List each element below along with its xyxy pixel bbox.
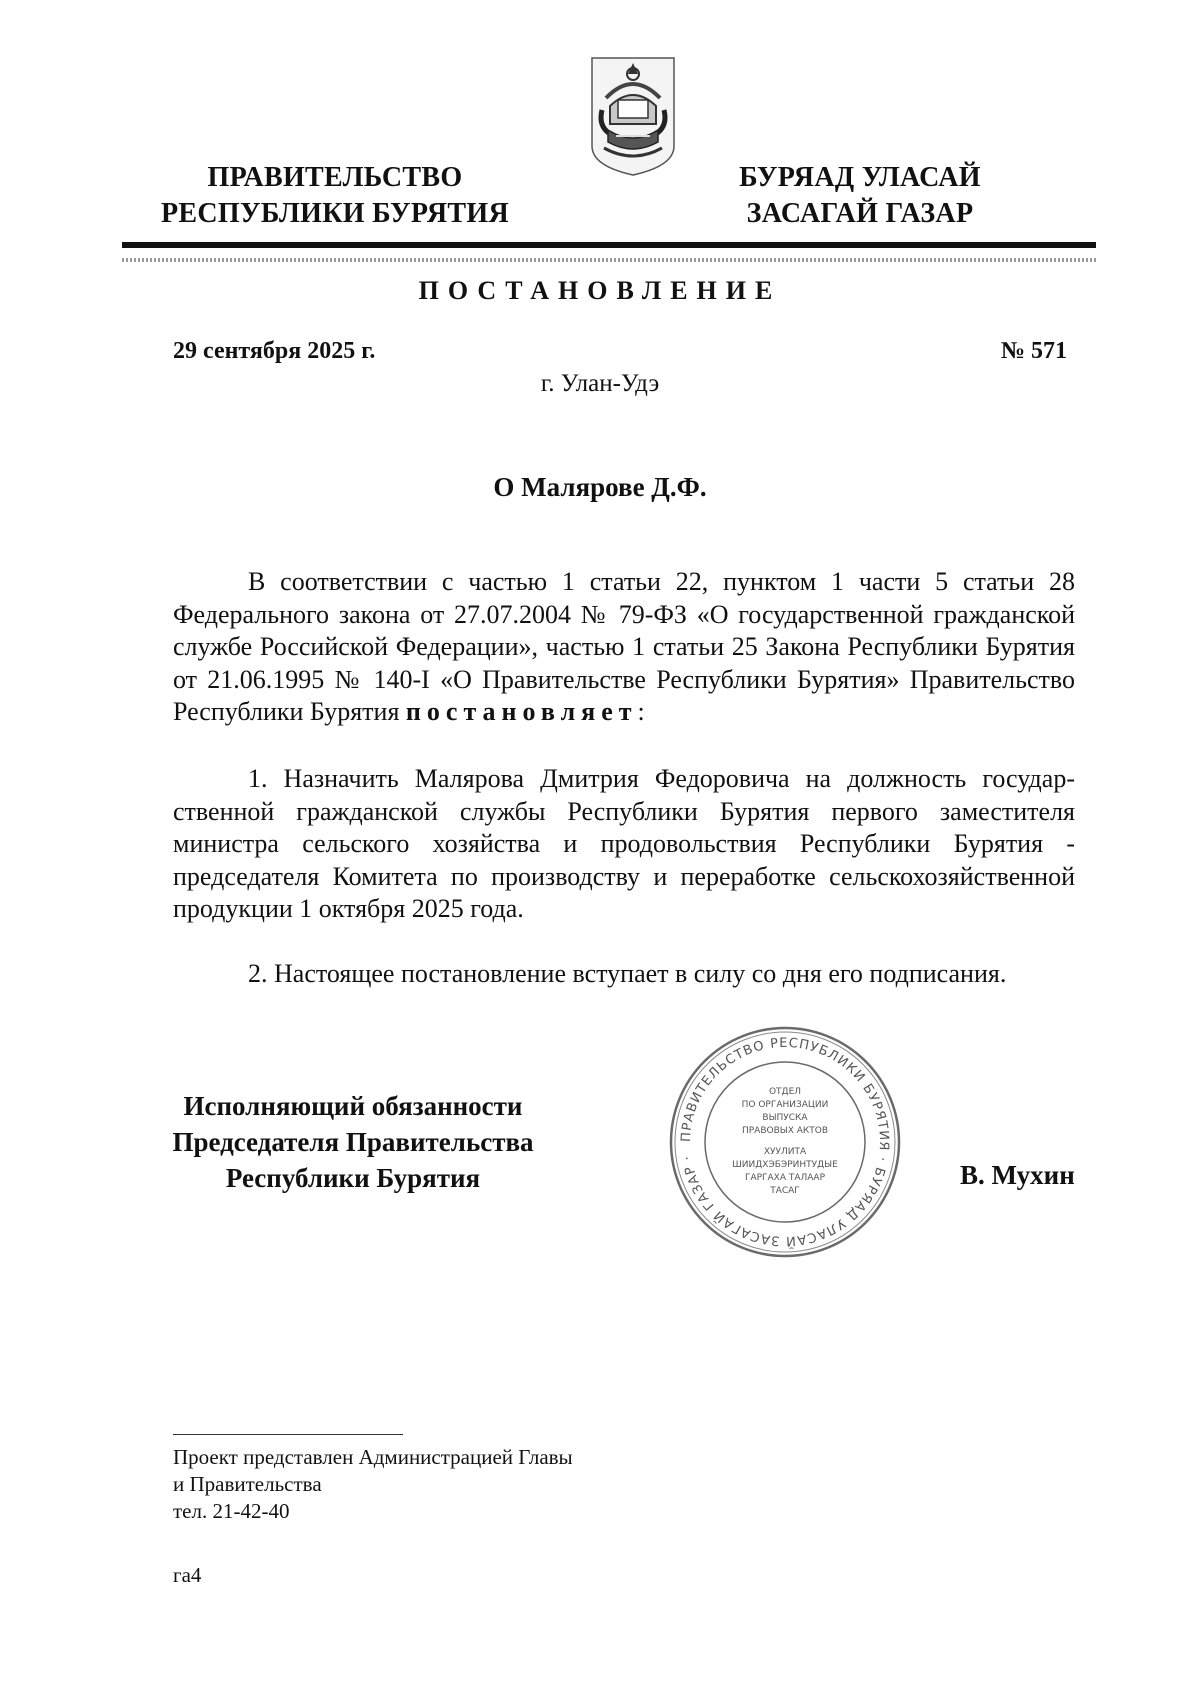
document-city: г. Улан-Удэ [540, 370, 660, 397]
document-subject: О Малярове Д.Ф. [493, 472, 707, 502]
footer-code: га4 [173, 1563, 202, 1587]
signatory-title [148, 1088, 558, 1196]
seal-outer-text: ПРАВИТЕЛЬСТВО РЕСПУБЛИКИ БУРЯТИЯ · БУРЯАД УЛАСАЙ ЗАСАГАЙ ГАЗАР · [678, 1035, 892, 1249]
svg-text:ПРАВИТЕЛЬСТВО РЕСПУБЛИКИ БУРЯТ [679, 1036, 891, 1249]
preamble-keyword: постановляет [405, 697, 638, 726]
header-right [700, 160, 1020, 232]
coat-of-arms-emblem [588, 54, 678, 178]
signatory-line3: Республики Бурятия [225, 1163, 481, 1193]
document-date: 29 сентября 2025 г. [173, 338, 376, 364]
seal-center-line2: ПО ОРГАНИЗАЦИИ [741, 1100, 829, 1110]
seal-center-line3: ВЫПУСКА [762, 1113, 808, 1123]
document-number: № 571 [1000, 338, 1067, 364]
preamble-text: В соответствии с частью 1 статьи 22, пунктом 1 части 5 статьи 28 Федерального закона от 27.07.2004 № 79-ФЗ «О государственной гражданской службе Российской Федерации», частью 1 статьи 25 Закона Республики Бурятия от 21.06.1995 № 140-I «О Правительстве Республики Бурятия» Правительство Республики Бурятия [173, 567, 1075, 726]
header-right-line1: БУРЯАД УЛАСАЙ [739, 162, 981, 193]
seal-center-line8: ТАСАГ [770, 1186, 800, 1196]
item-2-paragraph: 2. Настоящее постановление вступает в силу со дня его подписания. [248, 959, 1007, 988]
document-title: ПОСТАНОВЛЕНИЕ [418, 276, 782, 305]
seal-center-line6: ШИИДХЭБЭРИНТУДЫЕ [732, 1160, 838, 1170]
header-rule-thin [122, 258, 1096, 262]
footer-rule [173, 1434, 403, 1435]
official-seal [665, 1022, 905, 1262]
signatory-line1: Исполняющий обязанности [183, 1091, 523, 1121]
footer-note [173, 1444, 573, 1525]
preamble-colon: : [637, 697, 645, 726]
header-right-line2: ЗАСАГАЙ ГАЗАР [746, 198, 974, 229]
preamble-paragraph [173, 566, 1075, 729]
footer-line3: тел. 21-42-40 [173, 1499, 290, 1523]
item-1-paragraph: 1. Назначить Малярова Дмитрия Федоровича на должность государственной гражданской службы Республики Бурятия первого заместителя министра сельского хозяйства и продовольствия Республики Бурятия - председателя Комитета по производству и переработке сельскохозяйственной продукции 1 октября 2025 года. [173, 764, 1075, 923]
footer-line2: и Правительства [173, 1472, 322, 1496]
seal-center-line5: ХУУЛИТА [763, 1147, 807, 1157]
seal-center-line4: ПРАВОВЫХ АКТОВ [741, 1126, 829, 1136]
seal-center-line1: ОТДЕЛ [768, 1087, 802, 1097]
header-left-line1: ПРАВИТЕЛЬСТВО [207, 162, 463, 193]
footer-line1: Проект представлен Администрацией Главы [173, 1445, 573, 1469]
seal-center-line7: ГАРГАХА ТАЛААР [744, 1173, 826, 1183]
header-rule-thick [122, 242, 1096, 248]
signatory-line2: Председателя Правительства [172, 1127, 534, 1157]
signatory-name: В. Мухин [960, 1160, 1075, 1190]
header-left-line2: РЕСПУБЛИКИ БУРЯТИЯ [161, 198, 509, 229]
header-left [155, 160, 515, 232]
